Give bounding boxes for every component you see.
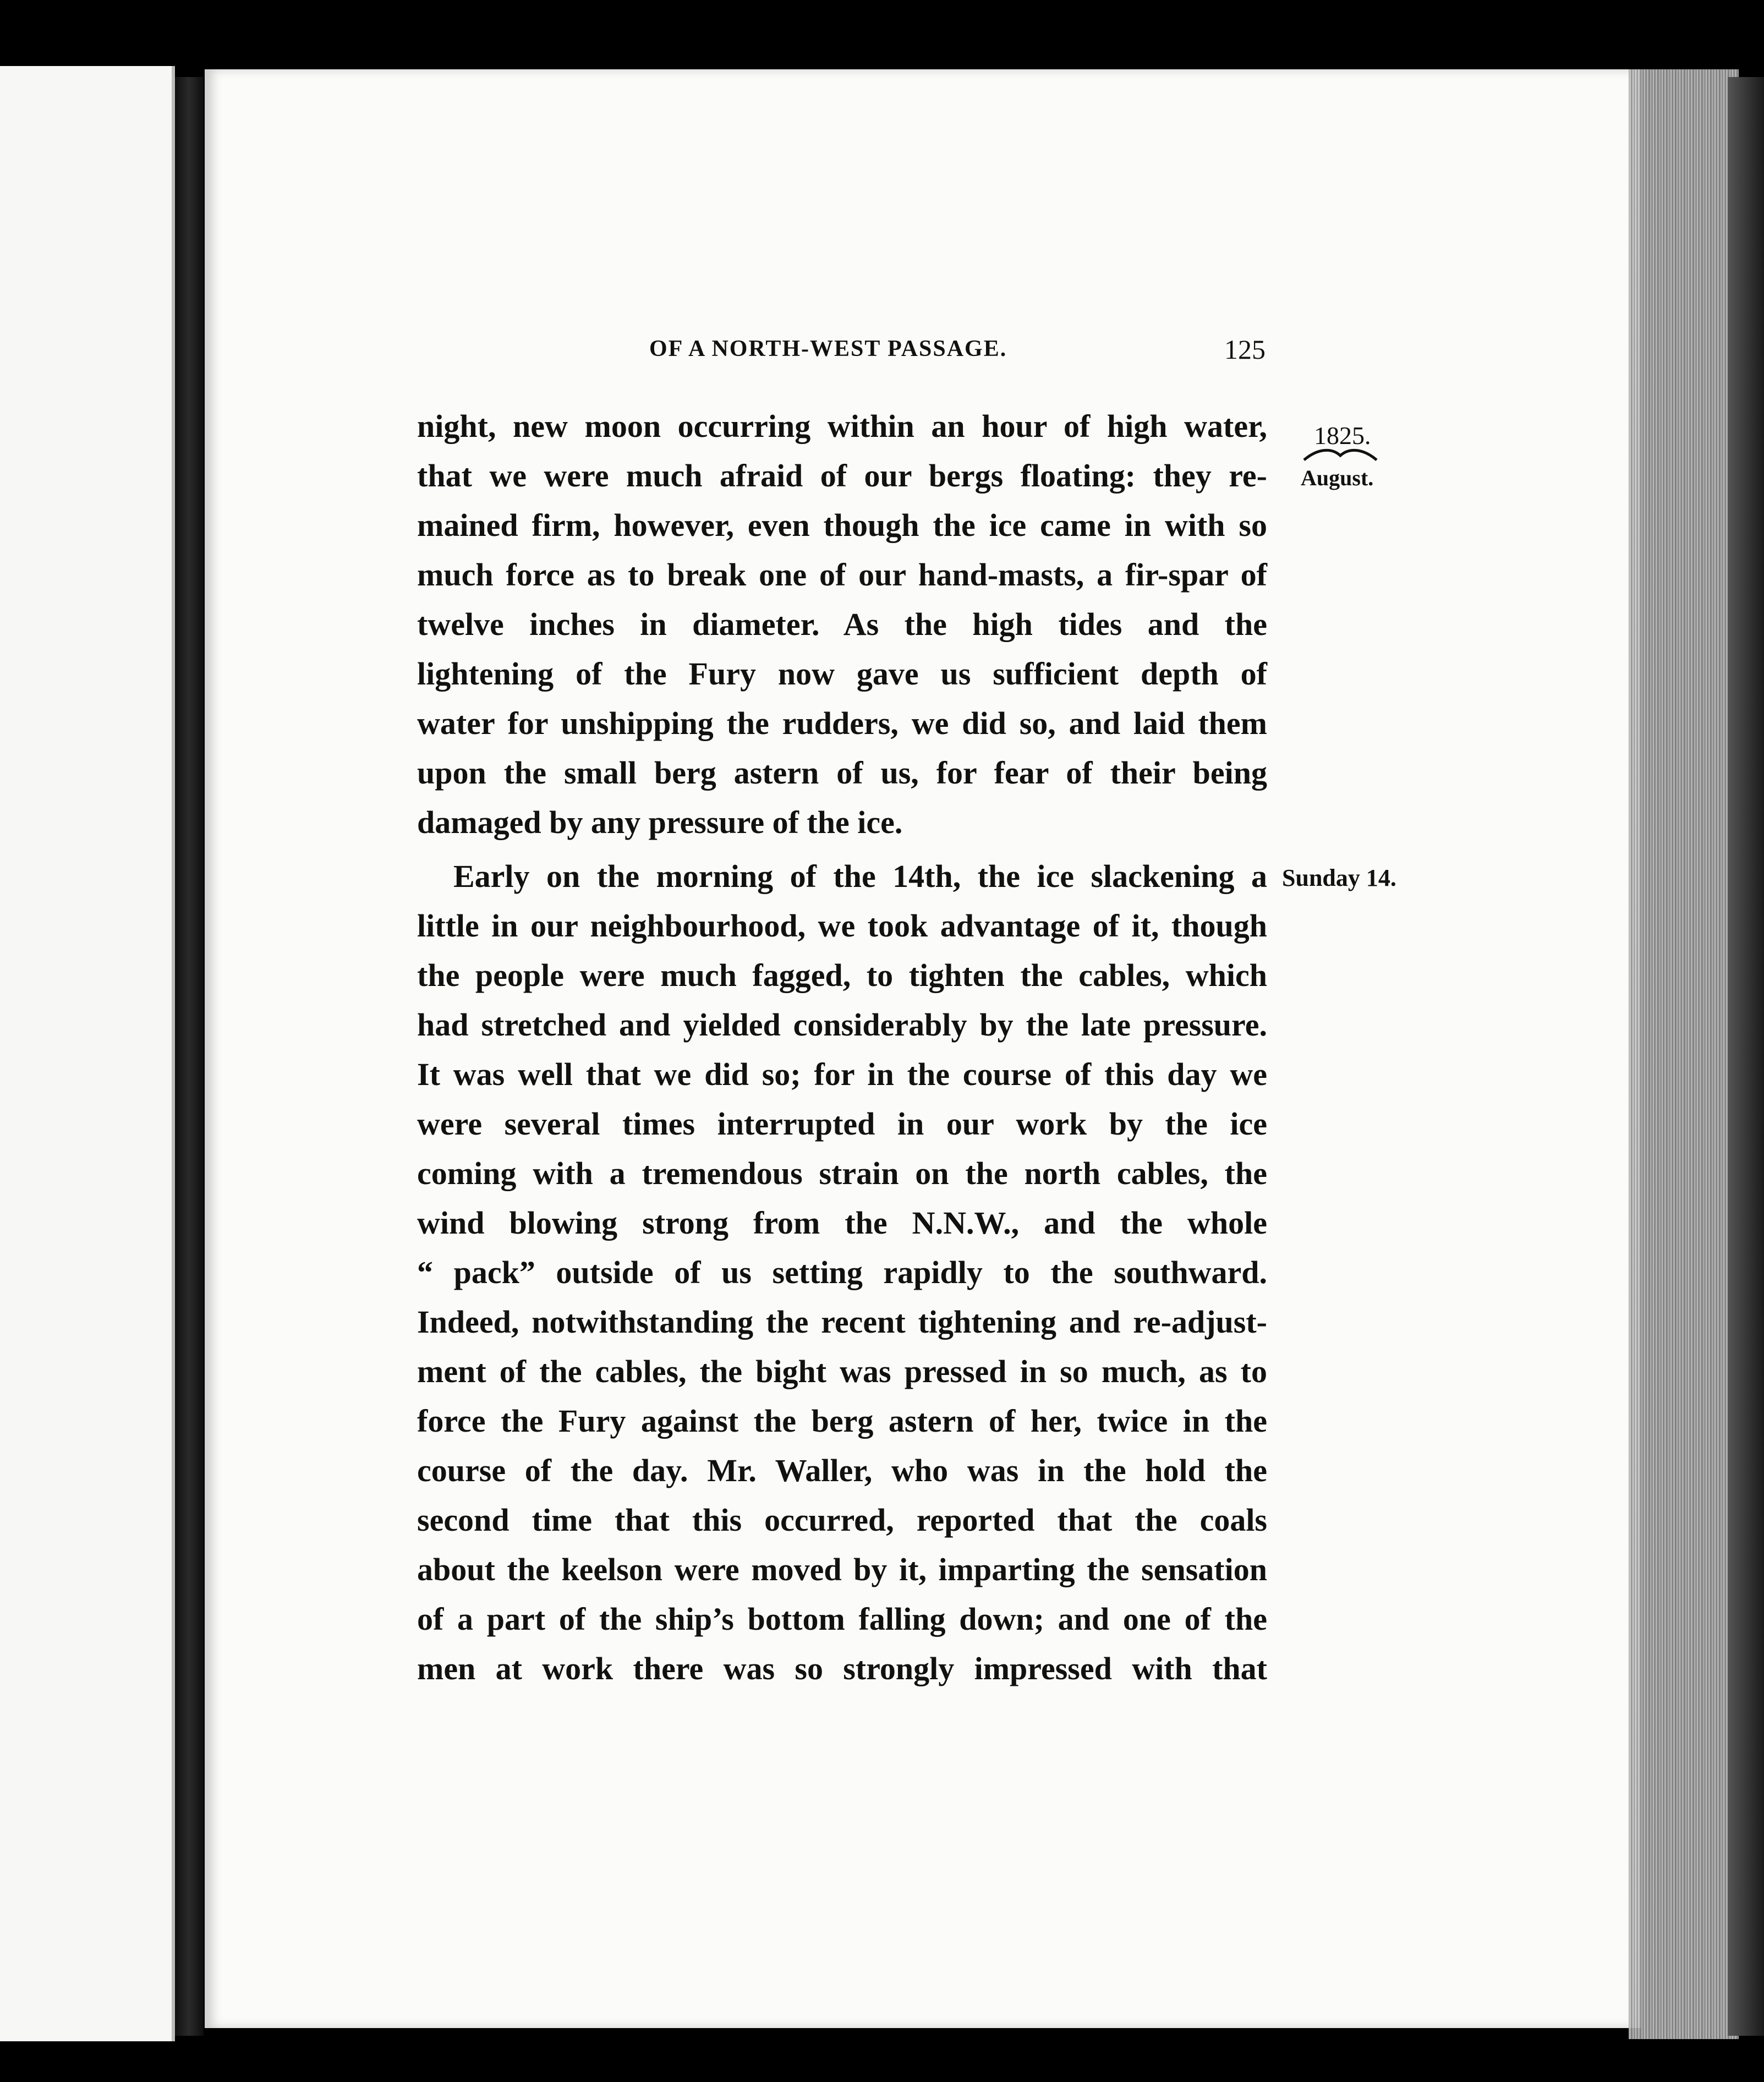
text-line: little in our neighbourhood, we took advantage of it, though	[417, 908, 1267, 944]
margin-note-month: August.	[1301, 465, 1374, 490]
margin-note-day: Sunday 14.	[1282, 864, 1396, 891]
page-number: 125	[1224, 334, 1266, 365]
text-line: of a part of the ship’s bottom falling down; and one of the	[417, 1601, 1267, 1637]
body-text	[417, 402, 1267, 1694]
text-line: second time that this occurred, reported that the coals	[417, 1502, 1267, 1538]
text-line: coming with a tremendous strain on the north cables, the	[417, 1155, 1267, 1191]
page-fore-edge	[1629, 69, 1739, 2039]
facing-page-edge	[0, 66, 175, 2041]
margin-brace-ornament	[1302, 447, 1379, 463]
text-line: damaged by any pressure of the ice.	[417, 804, 903, 840]
paragraph-break	[417, 847, 1267, 852]
text-line: water for unshipping the rudders, we did so, and laid them	[417, 705, 1267, 741]
text-line: about the keelson were moved by it, imparting the sensation	[417, 1552, 1267, 1587]
text-line: wind blowing strong from the N.N.W., and the whole	[417, 1205, 1267, 1241]
text-line: mained firm, however, even though the ice came in with so	[417, 507, 1267, 543]
text-line: Indeed, notwithstanding the recent tightening and re-adjust-	[417, 1304, 1267, 1340]
text-line: that we were much afraid of our bergs floating: they re-	[417, 458, 1267, 494]
margin-note-year: 1825.	[1314, 421, 1371, 450]
text-line: had stretched and yielded considerably by the late pressure.	[417, 1007, 1267, 1043]
text-line: upon the small berg astern of us, for fear of their being	[417, 755, 1267, 791]
book-cover-edge	[1728, 77, 1764, 2036]
text-line: men at work there was so strongly impressed with that	[417, 1651, 1267, 1686]
text-line: Early on the morning of the 14th, the ice slackening a	[453, 858, 1267, 894]
text-line: night, new moon occurring within an hour of high water,	[417, 408, 1267, 444]
text-line: much force as to break one of our hand-masts, a fir-spar of	[417, 557, 1267, 593]
running-head: OF A NORTH-WEST PASSAGE.	[649, 336, 1007, 361]
text-line: ment of the cables, the bight was pressed in so much, as to	[417, 1354, 1267, 1389]
text-line: twelve inches in diameter. As the high tides and the	[417, 606, 1267, 642]
text-line: were several times interrupted in our work by the ice	[417, 1106, 1267, 1142]
text-line: the people were much fagged, to tighten the cables, which	[417, 957, 1267, 993]
text-line: “ pack” outside of us setting rapidly to the southward.	[417, 1254, 1267, 1290]
text-line: course of the day. Mr. Waller, who was in the hold the	[417, 1453, 1267, 1488]
book-gutter	[175, 77, 204, 2036]
text-line: It was well that we did so; for in the course of this day we	[417, 1056, 1267, 1092]
text-line: force the Fury against the berg astern of her, twice in the	[417, 1403, 1267, 1439]
text-line: lightening of the Fury now gave us sufficient depth of	[417, 656, 1267, 692]
